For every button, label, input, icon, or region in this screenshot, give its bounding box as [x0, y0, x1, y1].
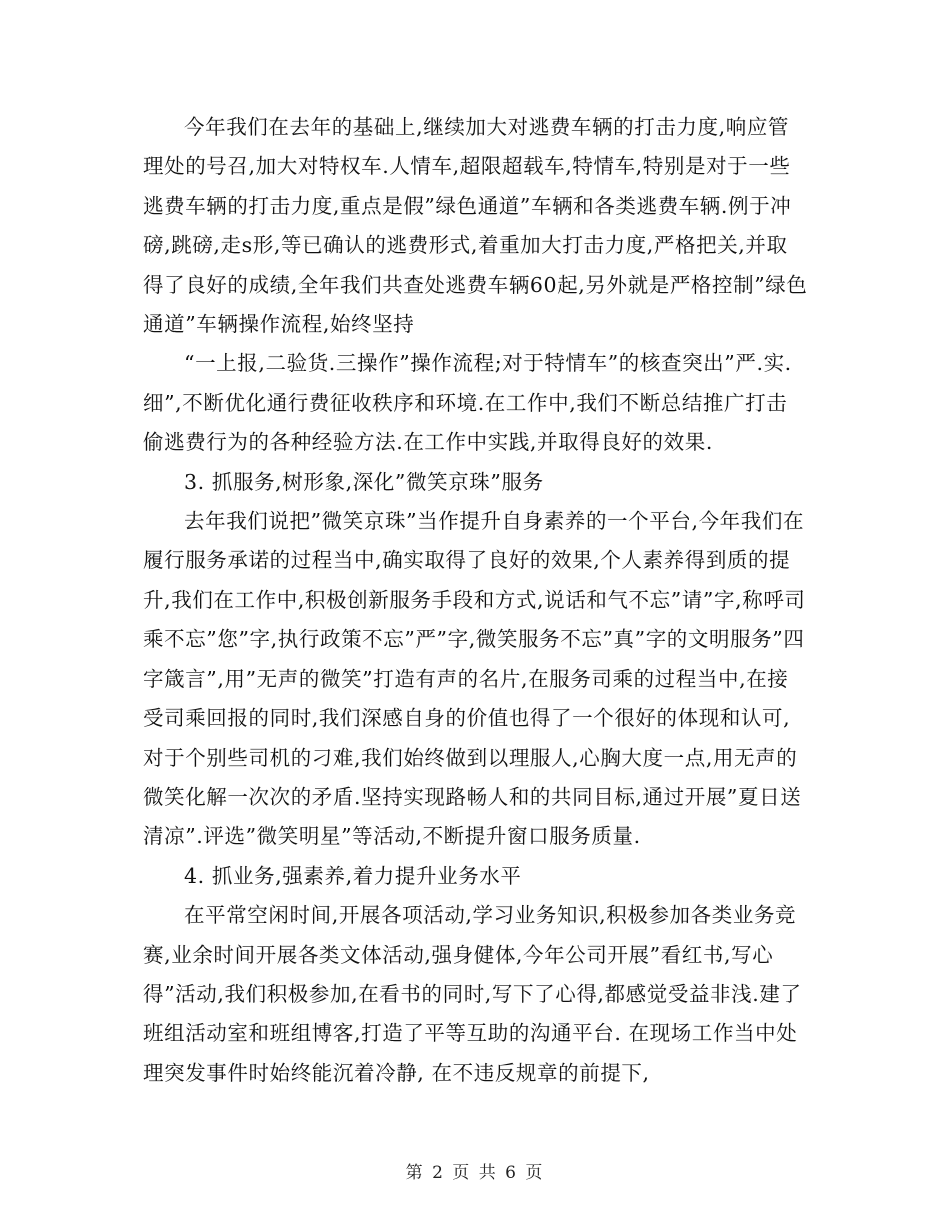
paragraph-3: 去年我们说把”微笑京珠”当作提升自身素养的一个平台,今年我们在履行服务承诺的过程当中,确实取得了良好的效果,个人素养得到质的提升,我们在工作中,积极创新服务手段和方式,说话和气不忘”请”字,称呼司乘不忘”您”字,执行政策不忘”严”字,微笑服务不忘”真”字的文明服务”四字箴言”,用”无声的微笑”打造有声的名片,在服务司乘的过程当中,在接受司乘回报的同时,我们深感自身的价值也得了一个很好的体现和认可,对于个别些司机的刁难,我们始终做到以理服人,心胸大度一点,用无声的微笑化解一次次的矛盾.坚持实现路畅人和的共同目标,通过开展”夏日送清凉”.评选”微笑明星”等活动,不断提升窗口服务质量.: [143, 509, 806, 849]
paragraph-1: 今年我们在去年的基础上,继续加大对逃费车辆的打击力度,响应管理处的号召,加大对特权车.人情车,超限超载车,特情车,特别是对于一些逃费车辆的打击力度,重点是假”绿色通道”车辆和各类逃费车辆.例于冲磅,跳磅,走s形,等已确认的逃费形式,着重加大打击力度,严格把关,并取得了良好的成绩,全年我们共查处逃费车辆60起,另外就是严格控制”绿色通道”车辆操作流程,始终坚持: [143, 115, 808, 337]
page-footer: 第 2 页 共 6 页: [405, 1163, 545, 1183]
section-heading-4: 4. 抓业务,强素养,着力提升业务水平: [184, 863, 522, 888]
section-heading-3: 3. 抓服务,树形象,深化”微笑京珠”服务: [184, 469, 544, 494]
paragraph-4: 在平常空闲时间,开展各项活动,学习业务知识,积极参加各类业务竞赛,业余时间开展各类文体活动,强身健体,今年公司开展”看红书,写心得”活动,我们积极参加,在看书的同时,写下了心得,都感觉受益非浅.建了班组活动室和班组博客,打造了平等互助的沟通平台. 在现场工作当中处理突发事件时始终能沉着冷静, 在不违反规章的前提下,: [143, 903, 802, 1085]
body-text: [143, 108, 808, 1093]
paragraph-2: “一上报,二验货.三操作”操作流程;对于特情车”的核查突出”严.实.细”,不断优化通行费征收秩序和环境.在工作中,我们不断总结推广打击偷逃费行为的各种经验方法.在工作中实践,并取得良好的效果.: [143, 351, 792, 455]
